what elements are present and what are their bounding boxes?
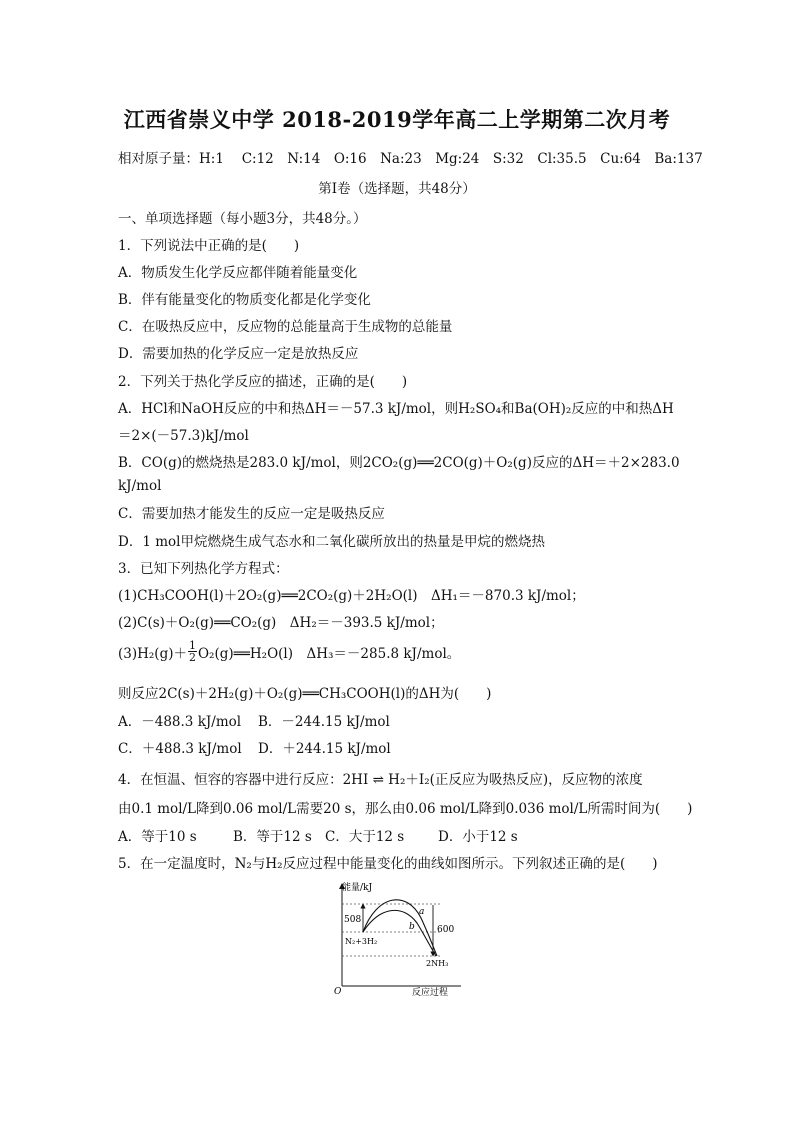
label-508: 508	[344, 915, 362, 925]
q4-option-d: D．小于12 s	[438, 829, 518, 845]
q3-equation-3-prefix: (3)H₂(g)＋	[118, 645, 187, 662]
q3-ask: 则反应2C(s)＋2H₂(g)＋O₂(g)══CH₃COOH(l)的ΔH为( )	[118, 686, 492, 702]
q3-fraction-denominator: 2	[188, 651, 196, 664]
q3-equation-3-suffix: O₂(g)══H₂O(l) ΔH₃＝－285.8 kJ/mol。	[197, 645, 461, 662]
q4-line-1: 4．在恒温、恒容的容器中进行反应：2HI ⇌ H₂＋I₂(正反应为吸热反应)，反应物的浓度	[118, 772, 643, 788]
y-axis-label: 能量/kJ	[342, 883, 373, 893]
label-reactants: N₂+3H₂	[345, 937, 378, 946]
q1-option-a: A．物质发生化学反应都伴随着能量变化	[118, 265, 358, 281]
q2-option-a-line1: A．HCl和NaOH反应的中和热ΔH＝－57.3 kJ/mol，则H₂SO₄和Ba(OH)₂反应的中和热ΔH	[118, 401, 674, 417]
q5-stem: 5．在一定温度时，N₂与H₂反应过程中能量变化的曲线如图所示。下列叙述正确的是( )	[118, 856, 658, 872]
q3-options-row-1	[118, 710, 390, 730]
atomic-masses: 相对原子量：H:1 C:12 N:14 O:16 Na:23 Mg:24 S:32 Cl:35.5 Cu:64 Ba:137	[118, 151, 703, 167]
label-curve-b: b	[409, 922, 415, 932]
q1-option-c: C．在吸热反应中，反应物的总能量高于生成物的总能量	[118, 319, 453, 335]
q2-option-b-line1: B．CO(g)的燃烧热是283.0 kJ/mol，则2CO₂(g)══2CO(g)＋O₂(g)反应的ΔH＝＋2×283.0	[118, 455, 680, 471]
q3-option-b: B．－244.15 kJ/mol	[258, 714, 390, 730]
q3-option-a: A．－488.3 kJ/mol	[118, 714, 242, 730]
label-curve-a: a	[419, 907, 425, 917]
label-600: 600	[437, 925, 455, 935]
q2-stem: 2．下列关于热化学反应的描述，正确的是( )	[118, 374, 408, 390]
q3-option-c: C．＋488.3 kJ/mol	[118, 741, 242, 757]
origin-label: O	[334, 987, 342, 997]
q3-equation-2: (2)C(s)＋O₂(g)══CO₂(g) ΔH₂＝－393.5 kJ/mol；	[118, 615, 444, 631]
q3-fraction	[188, 640, 197, 663]
q2-option-d: D．1 mol甲烷燃烧生成气态水和二氧化碳所放出的热量是甲烷的燃烧热	[118, 534, 545, 550]
q2-option-c: C．需要加热才能发生的反应一定是吸热反应	[118, 506, 385, 522]
q3-fraction-numerator: 1	[188, 639, 196, 652]
q3-stem: 3．已知下列热化学方程式：	[118, 561, 289, 577]
q4-option-c: C．大于12 s	[325, 829, 405, 845]
section-heading: 一、单项选择题（每小题3分，共48分。）	[118, 211, 367, 227]
q4-options	[118, 825, 518, 845]
q4-option-a: A．等于10 s	[118, 829, 197, 845]
q2-option-a-line2: ＝2×(－57.3)kJ/mol	[118, 428, 249, 444]
label-product: 2NH₃	[426, 959, 449, 968]
q1-stem: 1．下列说法中正确的是( )	[118, 238, 300, 254]
q1-option-d: D．需要加热的化学反应一定是放热反应	[118, 346, 359, 362]
curve-b	[363, 910, 436, 956]
q3-options-row-2	[118, 737, 391, 757]
q4-line-2: 由0.1 mol/L降到0.06 mol/L需要20 s，那么由0.06 mol/L降到0.036 mol/L所需时间为( )	[118, 801, 693, 817]
q3-equation-3	[118, 640, 460, 663]
curve-a	[363, 900, 437, 956]
energy-diagram	[325, 878, 470, 998]
x-axis-label: 反应过程	[412, 988, 449, 998]
exam-title: 江西省崇义中学 2018-2019学年高二上学期第二次月考	[123, 107, 671, 132]
q4-option-b: B．等于12 s	[233, 829, 312, 845]
volume-heading: 第Ⅰ卷（选择题，共48分）	[318, 181, 476, 197]
q3-equation-1: (1)CH₃COOH(l)＋2O₂(g)══2CO₂(g)＋2H₂O(l) ΔH₁＝－870.3 kJ/mol；	[118, 588, 585, 604]
q1-option-b: B．伴有能量变化的物质变化都是化学变化	[118, 292, 371, 308]
q2-option-b-line2: kJ/mol	[118, 478, 162, 494]
q3-option-d: D．＋244.15 kJ/mol	[258, 741, 391, 757]
